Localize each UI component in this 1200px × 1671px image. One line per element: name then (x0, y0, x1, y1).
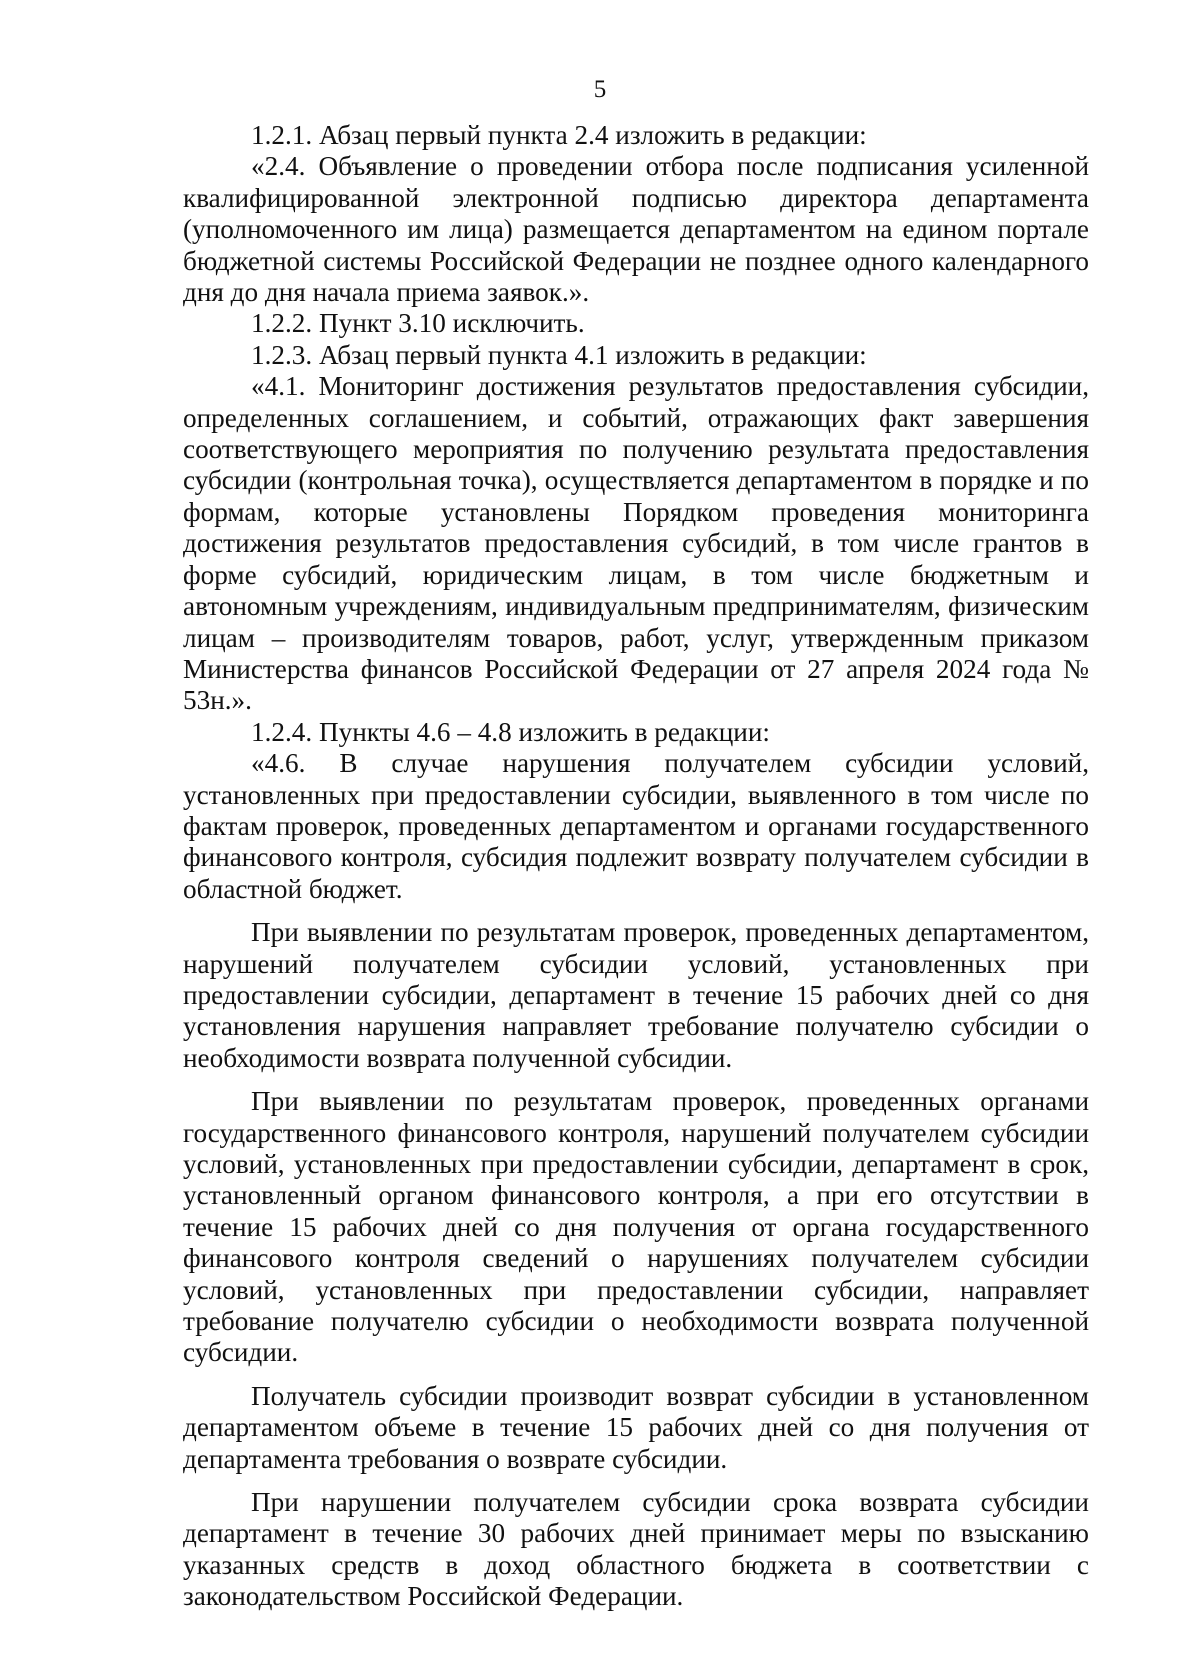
paragraph-financial-control-checks: При выявлении по результатам проверок, проведенных органами государственного финансового контроля, нарушений получателем субсидии условий, установленных при предоставлении субсидии, департамент в срок, установленный органом финансового контроля, а при его отсутствии в течение 15 рабочих дней со дня получения от органа государственного финансового контроля сведений о нарушениях получателем субсидии условий, установленных при предоставлении субсидии, направляет требование получателю субсидии о необходимости возврата полученной субсидии. (183, 1086, 1089, 1368)
paragraph-1-2-2: 1.2.2. Пункт 3.10 исключить. (251, 308, 585, 339)
paragraph-1-2-3: 1.2.3. Абзац первый пункта 4.1 изложить в редакции: (251, 339, 867, 370)
document-body (183, 120, 1089, 1613)
paragraph-4-6-text: «4.6. В случае нарушения получателем субсидии условий, установленных при предоставлении субсидии, выявленного в том числе по фактам проверок, проведенных департаментом и органами государственного финансового контроля, субсидия подлежит возврату получателем субсидии в областной бюджет. (183, 748, 1089, 904)
paragraph-return-deadline-violation: При нарушении получателем субсидии срока возврата субсидии департамент в течение 30 рабочих дней принимает меры по взысканию указанных средств в доход областного бюджета в соответствии с законодательством Российской Федерации. (183, 1487, 1089, 1612)
page-number: 5 (593, 76, 607, 103)
paragraph-subsidy-return: Получатель субсидии производит возврат субсидии в установленном департаментом объеме в течение 15 рабочих дней со дня получения от департамента требования о возврате субсидии. (183, 1380, 1089, 1474)
paragraph-4-1-text: «4.1. Мониторинг достижения результатов предоставления субсидии, определенных соглашением, и событий, отражающих факт завершения соответствующего мероприятия по получению результата предоставления субсидии (контрольная точка), осуществляется департаментом в порядке и по формам, которые установлены Порядком проведения мониторинга достижения результатов предоставления субсидий, в том числе грантов в форме субсидий, юридическим лицам, в том числе бюджетным и автономным учреждениям, индивидуальным предпринимателям, физическим лицам – производителям товаров, работ, услуг, утвержденным приказом Министерства финансов Российской Федерации от 27 апреля 2024 года № 53н.». (183, 371, 1089, 716)
paragraph-1-2-4: 1.2.4. Пункты 4.6 – 4.8 изложить в редакции: (251, 716, 770, 747)
paragraph-2-4-text: «2.4. Объявление о проведении отбора после подписания усиленной квалифицированной электронной подписью директора департамента (уполномоченного им лица) размещается департаментом на едином портале бюджетной системы Российской Федерации не позднее одного календарного дня до дня начала приема заявок.». (183, 151, 1089, 308)
paragraph-1-2-1: 1.2.1. Абзац первый пункта 2.4 изложить в редакции: (251, 120, 867, 150)
paragraph-department-checks: При выявлении по результатам проверок, проведенных департаментом, нарушений получателем субсидии условий, установленных при предоставлении субсидии, департамент в течение 15 рабочих дней со дня установления нарушения направляет требование получателю субсидии о необходимости возврата полученной субсидии. (183, 917, 1089, 1073)
